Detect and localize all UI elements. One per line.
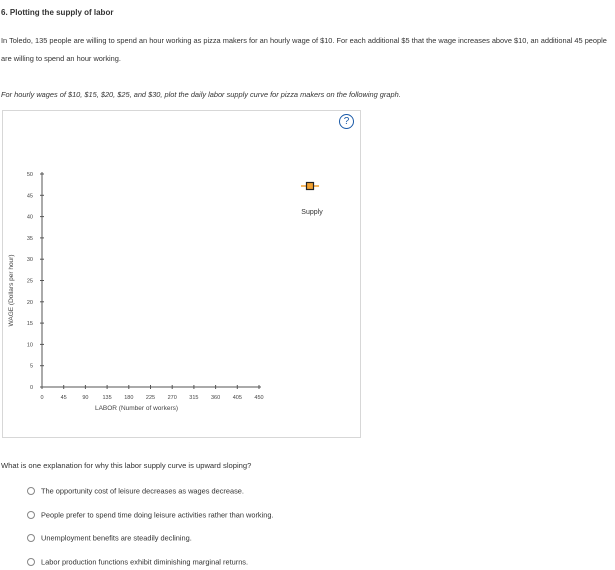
- y-axis-label: WAGE (Dollars per hour): [8, 254, 15, 327]
- x-tick-label: 360: [211, 395, 221, 401]
- x-tick-label: 90: [82, 395, 89, 401]
- option-3[interactable]: [27, 533, 192, 543]
- y-tick-label: 35: [26, 235, 33, 242]
- supply-graph[interactable]: [3, 111, 360, 437]
- option-3-label: Unemployment benefits are steadily declining.: [41, 533, 192, 543]
- y-tick-label: 30: [26, 257, 33, 264]
- y-tick-label: 40: [26, 214, 33, 221]
- radio-2[interactable]: [27, 511, 35, 519]
- option-4-label: Labor production functions exhibit diminishing marginal returns.: [41, 557, 249, 567]
- x-tick-label: 270: [167, 395, 177, 401]
- question-title: 6. Plotting the supply of labor: [1, 8, 114, 17]
- instruction-text: For hourly wages of $10, $15, $20, $25, and $30, plot the daily labor supply curve for pizza makers on the following graph.: [1, 90, 401, 99]
- option-1-label: The opportunity cost of leisure decreases as wages decrease.: [41, 486, 244, 496]
- graph-panel[interactable]: [2, 110, 361, 438]
- radio-3[interactable]: [27, 534, 35, 542]
- option-4[interactable]: [27, 557, 248, 567]
- option-1[interactable]: [27, 486, 244, 496]
- option-2-label: People prefer to spend time doing leisure activities rather than working.: [41, 510, 274, 520]
- y-tick-label: 5: [29, 363, 33, 370]
- x-tick-label: 135: [102, 395, 112, 401]
- option-2[interactable]: [27, 510, 274, 520]
- y-tick-label: 0: [29, 385, 33, 391]
- radio-4[interactable]: [27, 558, 35, 566]
- x-axis-label: LABOR (Number of workers): [94, 405, 179, 412]
- x-tick-label: 315: [189, 395, 199, 401]
- radio-1[interactable]: [27, 487, 35, 495]
- x-tick-label: 405: [232, 395, 242, 401]
- y-tick-label: 15: [26, 321, 33, 328]
- y-tick-label: 25: [26, 278, 33, 285]
- x-tick-label: 0: [40, 395, 44, 401]
- x-tick-label: 450: [254, 395, 264, 401]
- supply-legend-label: Supply: [301, 209, 323, 216]
- y-tick-label: 45: [26, 193, 33, 200]
- y-tick-label: 50: [26, 172, 33, 178]
- question-prompt: What is one explanation for why this labor supply curve is upward sloping?: [1, 461, 252, 470]
- intro-text: In Toledo, 135 people are willing to spend an hour working as pizza makers for an hourly wage of $10. For each additional $5 that the wage increases above $10, an additional 45 people are willing to spend an hour working.: [1, 36, 607, 63]
- help-icon[interactable]: ?: [339, 114, 354, 129]
- y-tick-label: 20: [26, 299, 33, 306]
- x-tick-label: 45: [60, 395, 67, 401]
- x-tick-label: 180: [124, 395, 134, 401]
- y-tick-label: 10: [26, 342, 33, 349]
- x-tick-label: 225: [145, 395, 156, 401]
- supply-legend-marker[interactable]: [307, 183, 314, 190]
